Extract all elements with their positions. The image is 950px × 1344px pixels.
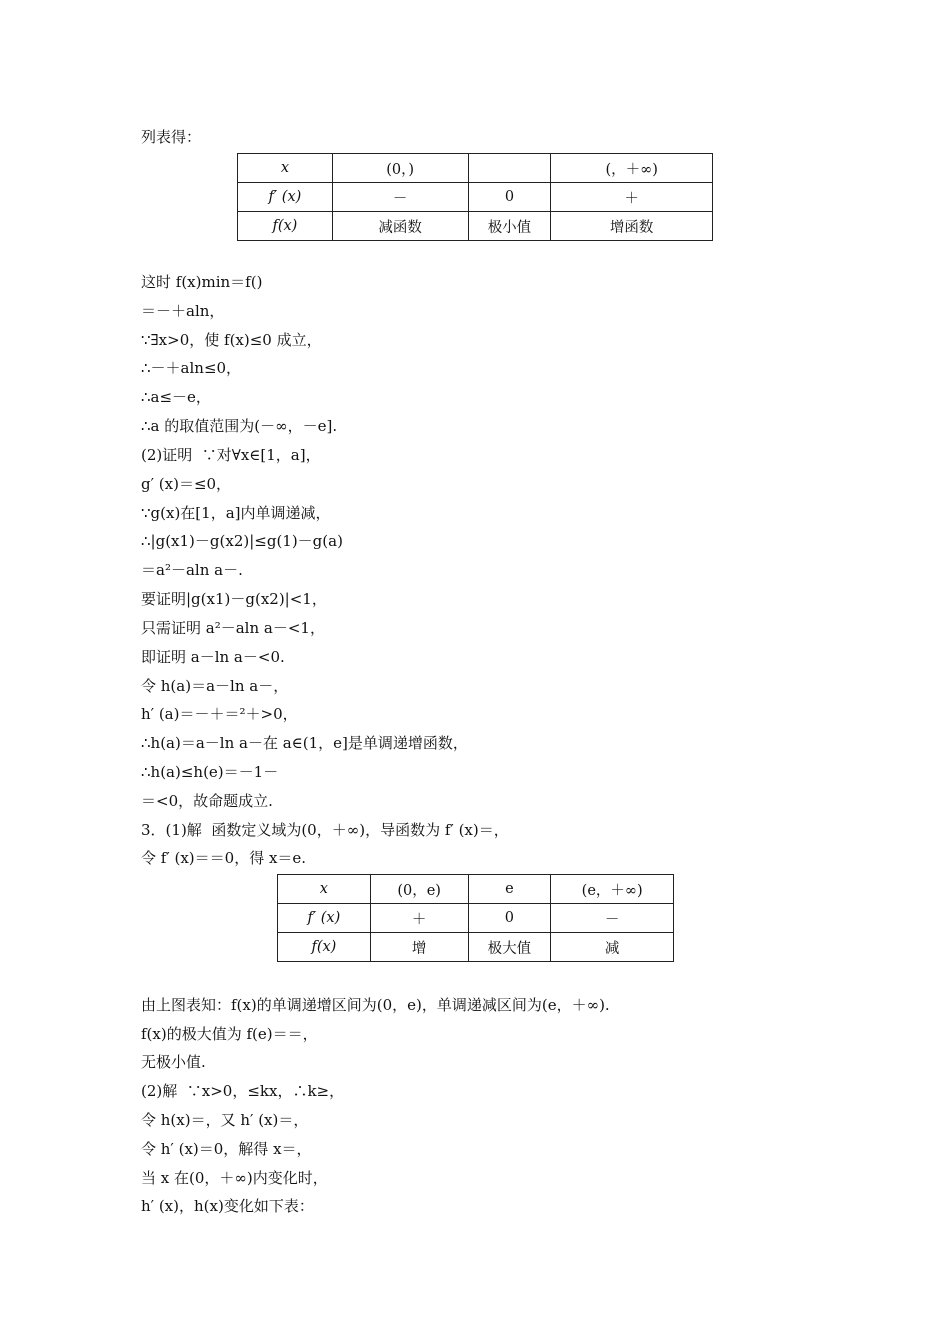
text-line: (2)证明 ∵对∀x∈[1，a]，: [141, 446, 321, 464]
table-cell: e: [468, 875, 551, 904]
table-cell: ＋: [551, 183, 713, 212]
text-line: h′ (x)，h(x)变化如下表：: [141, 1197, 314, 1215]
table-row: [278, 933, 674, 962]
text-line: h′ (a)＝－＋＝²＋>0，: [141, 705, 298, 723]
table-cell: (0，e): [370, 875, 468, 904]
text-line: ∴－＋aln≤0，: [141, 359, 242, 377]
text-line: ∴a 的取值范围为(－∞，－e].: [141, 417, 338, 435]
text-line: f(x)的极大值为 f(e)＝＝，: [141, 1025, 318, 1043]
text-line: ∴h(a)＝a－ln a－在 a∈(1，e]是单调递增函数，: [141, 734, 468, 752]
text-line: 3．(1)解 函数定义域为(0，＋∞)，导函数为 f′ (x)＝，: [141, 821, 509, 839]
table-row: [238, 212, 713, 241]
text-line: 即证明 a－ln a－<0.: [141, 648, 285, 666]
table-cell: (e，＋∞): [551, 875, 674, 904]
text-line: 当 x 在(0，＋∞)内变化时，: [141, 1169, 328, 1187]
sign-table-1: [237, 153, 713, 241]
table-cell: 0: [468, 183, 551, 212]
table-cell: －: [551, 904, 674, 933]
text-line: 令 h(x)＝，又 h′ (x)＝，: [141, 1111, 309, 1129]
text-line: 这时 f(x)min＝f(): [141, 273, 263, 291]
text-line: ∵∃x>0，使 f(x)≤0 成立，: [141, 331, 322, 349]
table-row: [278, 875, 674, 904]
text-line: 只需证明 a²－aln a－<1，: [141, 619, 325, 637]
text-line: 令 f′ (x)＝＝0，得 x＝e.: [141, 849, 307, 867]
table-cell: (，＋∞): [551, 154, 713, 183]
table-cell: 减函数: [332, 212, 468, 241]
text-line: ＝a²－aln a－.: [141, 561, 243, 579]
table-cell: (0，): [332, 154, 468, 183]
table-row: [238, 183, 713, 212]
table-cell: f′ (x): [238, 183, 333, 212]
table-cell: [468, 154, 551, 183]
text-line: g′ (x)＝≤0，: [141, 475, 232, 493]
text-line: ∵g(x)在[1，a]内单调递减，: [141, 504, 331, 522]
text-line: ∴a≤－e，: [141, 388, 211, 406]
table-row: [238, 154, 713, 183]
table-cell: －: [332, 183, 468, 212]
text-line: ＝－＋aln，: [141, 302, 225, 320]
table-cell: 增函数: [551, 212, 713, 241]
text-line: 无极小值.: [141, 1053, 206, 1071]
table-cell: x: [278, 875, 371, 904]
table-cell: x: [238, 154, 333, 183]
table-cell: f′ (x): [278, 904, 371, 933]
table-cell: ＋: [370, 904, 468, 933]
table-cell: 减: [551, 933, 674, 962]
text-line: (2)解 ∵x>0，≤kx，∴k≥，: [141, 1082, 345, 1100]
table-row: [278, 904, 674, 933]
table-cell: 0: [468, 904, 551, 933]
text-line: 令 h′ (x)＝0，解得 x＝，: [141, 1140, 312, 1158]
table-cell: 增: [370, 933, 468, 962]
text-line: 由上图表知：f(x)的单调递增区间为(0，e)，单调递减区间为(e，＋∞).: [141, 996, 610, 1014]
table-cell: f(x): [278, 933, 371, 962]
text-line: 要证明|g(x1)－g(x2)|<1，: [141, 590, 327, 608]
sign-table-2: [277, 874, 674, 962]
table-cell: f(x): [238, 212, 333, 241]
table-cell: 极大值: [468, 933, 551, 962]
text-line: 令 h(a)＝a－ln a－，: [141, 677, 289, 695]
text-line: ＝<0，故命题成立.: [141, 792, 273, 810]
text-line: ∴h(a)≤h(e)＝－1－: [141, 763, 279, 781]
table-cell: 极小值: [468, 212, 551, 241]
text-line: 列表得：: [141, 128, 202, 146]
text-line: ∴|g(x1)－g(x2)|≤g(1)－g(a): [141, 532, 343, 550]
